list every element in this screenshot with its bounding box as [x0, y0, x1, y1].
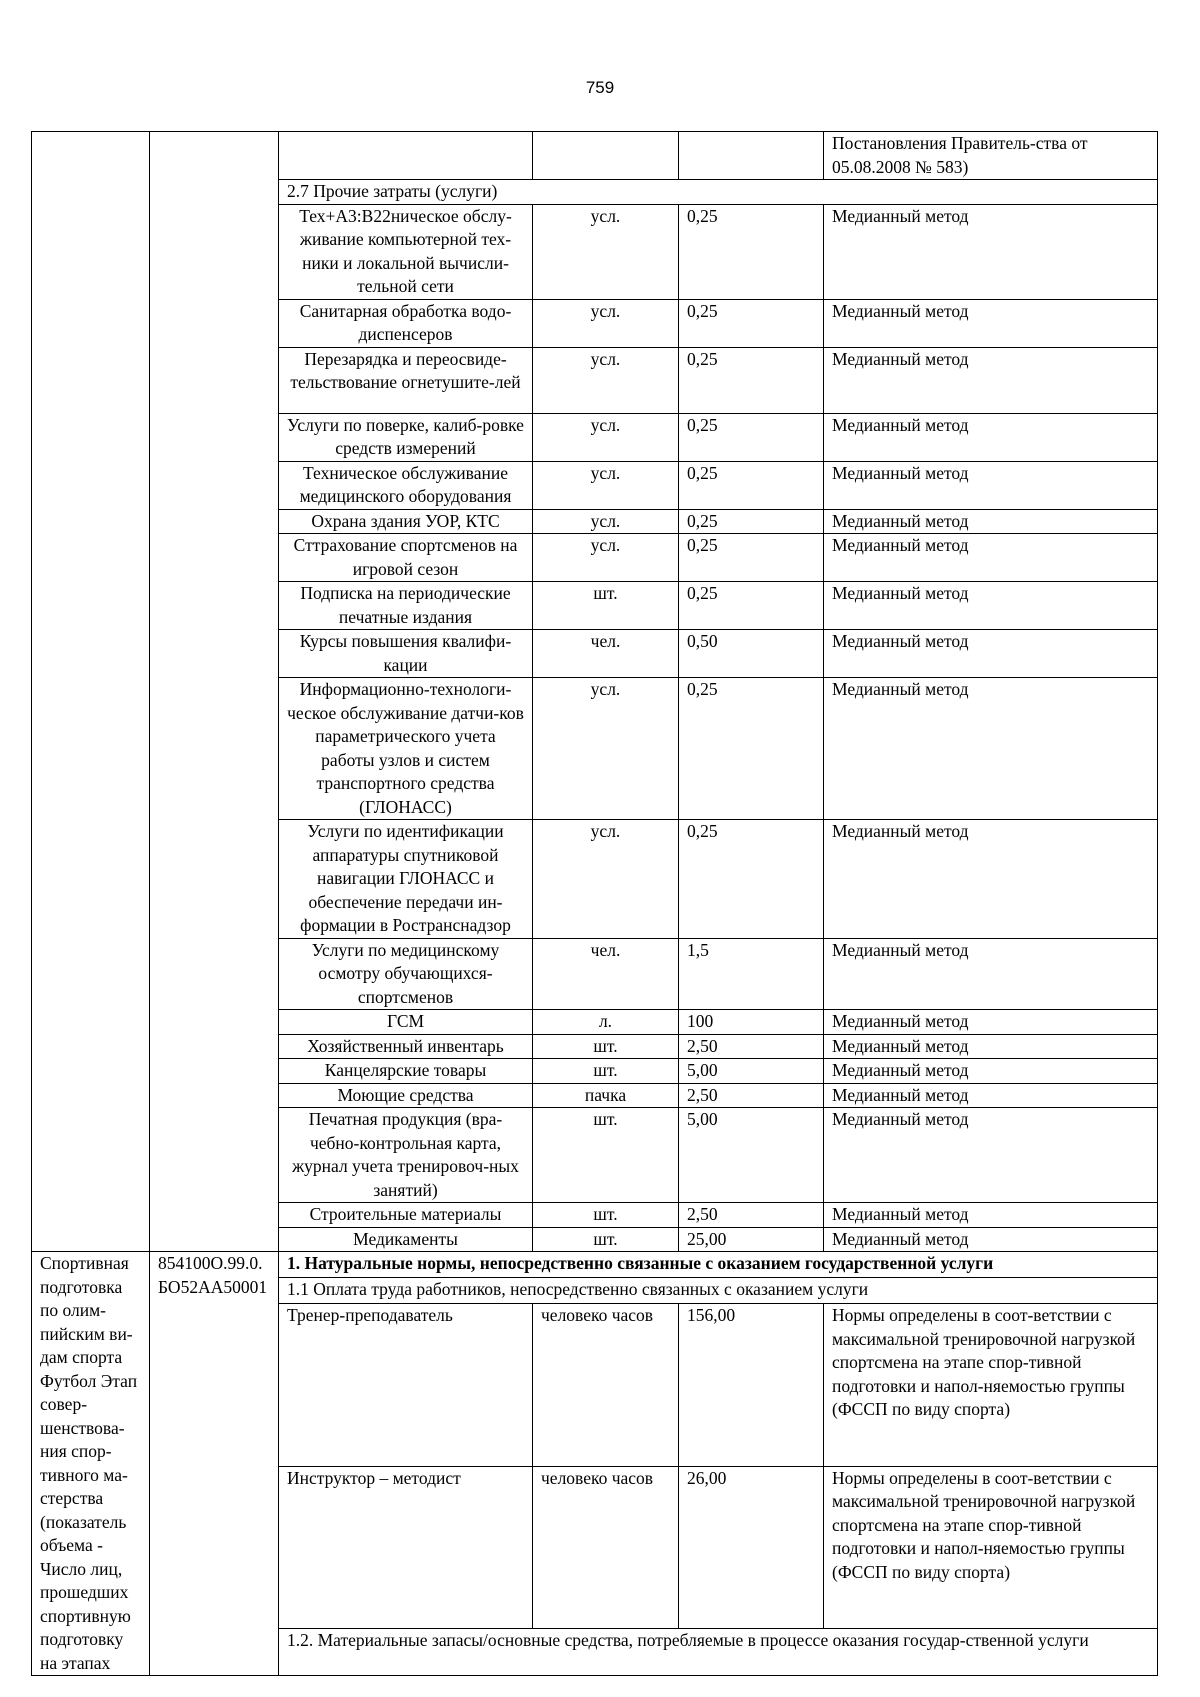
row-method: Медианный метод — [824, 1034, 1158, 1059]
row-unit: шт. — [533, 1034, 679, 1059]
row-value: 0,25 — [679, 534, 824, 582]
row-name: Услуги по идентификации аппаратуры спутниковой навигации ГЛОНАСС и обеспечение передачи ин-формации в Ространснадзор — [279, 820, 533, 939]
row-value: 0,25 — [679, 413, 824, 461]
row-unit: пачка — [533, 1083, 679, 1108]
row-method: Медианный метод — [824, 1010, 1158, 1035]
row-unit: усл. — [533, 820, 679, 939]
row-name: Печатная продукция (вра-чебно-контрольная карта, журнал учета тренировоч-ных занятий) — [279, 1108, 533, 1203]
row-unit: усл. — [533, 461, 679, 509]
row-name: Санитарная обработка водо-диспенсеров — [279, 299, 533, 347]
row-name: Техническое обслуживание медицинского оборудования — [279, 461, 533, 509]
row-name: Сттрахование спортсменов на игровой сезон — [279, 534, 533, 582]
row-unit: шт. — [533, 1108, 679, 1203]
row-unit: усл. — [533, 204, 679, 299]
row-value: 2,50 — [679, 1203, 824, 1228]
staff-value: 156,00 — [679, 1304, 824, 1466]
staff-method: Нормы определены в соот-ветствии с максимальной тренировочной нагрузкой спортсмена на этапе спор-тивной подготовки и напол-няемостью группы (ФССП по виду спорта) — [824, 1304, 1158, 1466]
row-method: Медианный метод — [824, 509, 1158, 534]
row-value: 0,50 — [679, 630, 824, 678]
row-name: Услуги по медицинскому осмотру обучающихся-спортсменов — [279, 938, 533, 1010]
row-unit: шт. — [533, 1203, 679, 1228]
service-description: Спортивная подготовка по олим-пийским ви-дам спорта Футбол Этап совер-шенствова-ния спор-тивного ма-стерства (показатель объема - Число лиц, прошедших спортивную подготовку на этапах — [32, 1252, 150, 1676]
service-code-cell-empty — [150, 132, 279, 1252]
section-27-title: 2.7 Прочие затраты (услуги) — [279, 180, 1158, 205]
row-method: Медианный метод — [824, 1059, 1158, 1084]
row-method: Медианный метод — [824, 1083, 1158, 1108]
row-method: Медианный метод — [824, 461, 1158, 509]
row-name: Строительные материалы — [279, 1203, 533, 1228]
staff-unit: человеко часов — [533, 1466, 679, 1628]
service-description-cell-empty — [32, 132, 150, 1252]
row-unit: усл. — [533, 509, 679, 534]
row-name: Курсы повышения квалифи-кации — [279, 630, 533, 678]
row-value: 5,00 — [679, 1059, 824, 1084]
section-1-title: 1. Натуральные нормы, непосредственно связанные с оказанием государственной услуги — [279, 1252, 1158, 1278]
row-value: 2,50 — [679, 1034, 824, 1059]
row-unit: шт. — [533, 582, 679, 630]
row-value: 1,5 — [679, 938, 824, 1010]
table-row-top-note — [32, 132, 1158, 180]
row-method: Медианный метод — [824, 678, 1158, 820]
row-unit: л. — [533, 1010, 679, 1035]
staff-name: Инструктор – методист — [279, 1466, 533, 1628]
row-name: Канцелярские товары — [279, 1059, 533, 1084]
service-section-1-row — [32, 1252, 1158, 1278]
row-value: 0,25 — [679, 820, 824, 939]
staff-name: Тренер-преподаватель — [279, 1304, 533, 1466]
page-number: 759 — [585, 78, 615, 97]
row-value: 0,25 — [679, 461, 824, 509]
row-method: Медианный метод — [824, 413, 1158, 461]
staff-unit: человеко часов — [533, 1304, 679, 1466]
row-name: Информационно-технологи-ческое обслуживание датчи-ков параметрического учета работы узлов и систем транспортного средства (ГЛОНАСС) — [279, 678, 533, 820]
row-name: Услуги по поверке, калиб-ровке средств измерений — [279, 413, 533, 461]
row-method: Медианный метод — [824, 534, 1158, 582]
row-method: Медианный метод — [824, 1203, 1158, 1228]
row-method: Медианный метод — [824, 347, 1158, 413]
row-unit: усл. — [533, 678, 679, 820]
row-value: 0,25 — [679, 678, 824, 820]
staff-value: 26,00 — [679, 1466, 824, 1628]
row-name: Охрана здания УОР, КТС — [279, 509, 533, 534]
row-value: 0,25 — [679, 204, 824, 299]
row-method: Медианный метод — [824, 820, 1158, 939]
section-11-title: 1.1 Оплата труда работников, непосредственно связанных с оказанием услуги — [279, 1278, 1158, 1304]
row-method: Медианный метод — [824, 204, 1158, 299]
row-value: 0,25 — [679, 509, 824, 534]
row-method: Медианный метод — [824, 1108, 1158, 1203]
row-method: Медианный метод — [824, 938, 1158, 1010]
row-value: 2,50 — [679, 1083, 824, 1108]
row-value: 0,25 — [679, 582, 824, 630]
row-value: 5,00 — [679, 1108, 824, 1203]
row-unit: чел. — [533, 938, 679, 1010]
row-name: Тех+A3:B22ническое обслу-живание компьютерной тех-ники и локальной вычисли-тельной сети — [279, 204, 533, 299]
row-method: Медианный метод — [824, 1227, 1158, 1252]
row-method: Медианный метод — [824, 299, 1158, 347]
section-12-title: 1.2. Материальные запасы/основные средства, потребляемые в процессе оказания государ-ственной услуги — [279, 1628, 1158, 1675]
row-value: 0,25 — [679, 299, 824, 347]
row-unit: чел. — [533, 630, 679, 678]
row-method: Медианный метод — [824, 630, 1158, 678]
row-name: Моющие средства — [279, 1083, 533, 1108]
row-value: 25,00 — [679, 1227, 824, 1252]
row-name: Медикаменты — [279, 1227, 533, 1252]
norms-table — [31, 131, 1158, 1676]
row-unit: шт. — [533, 1227, 679, 1252]
row-value: 100 — [679, 1010, 824, 1035]
row-method: Медианный метод — [824, 582, 1158, 630]
staff-method: Нормы определены в соот-ветствии с максимальной тренировочной нагрузкой спортсмена на этапе спор-тивной подготовки и напол-няемостью группы (ФССП по виду спорта) — [824, 1466, 1158, 1628]
row-unit: усл. — [533, 299, 679, 347]
top-note: Постановления Правитель-ства от 05.08.2008 № 583) — [824, 132, 1158, 180]
service-code: 854100О.99.0. БО52АА50001 — [150, 1252, 279, 1676]
row-value: 0,25 — [679, 347, 824, 413]
row-name: Хозяйственный инвентарь — [279, 1034, 533, 1059]
row-unit: шт. — [533, 1059, 679, 1084]
row-name: ГСМ — [279, 1010, 533, 1035]
row-name: Подписка на периодические печатные издания — [279, 582, 533, 630]
row-unit: усл. — [533, 413, 679, 461]
row-unit: усл. — [533, 347, 679, 413]
row-unit: усл. — [533, 534, 679, 582]
row-name: Перезарядка и переосвиде-тельствование огнетушите-лей — [279, 347, 533, 413]
